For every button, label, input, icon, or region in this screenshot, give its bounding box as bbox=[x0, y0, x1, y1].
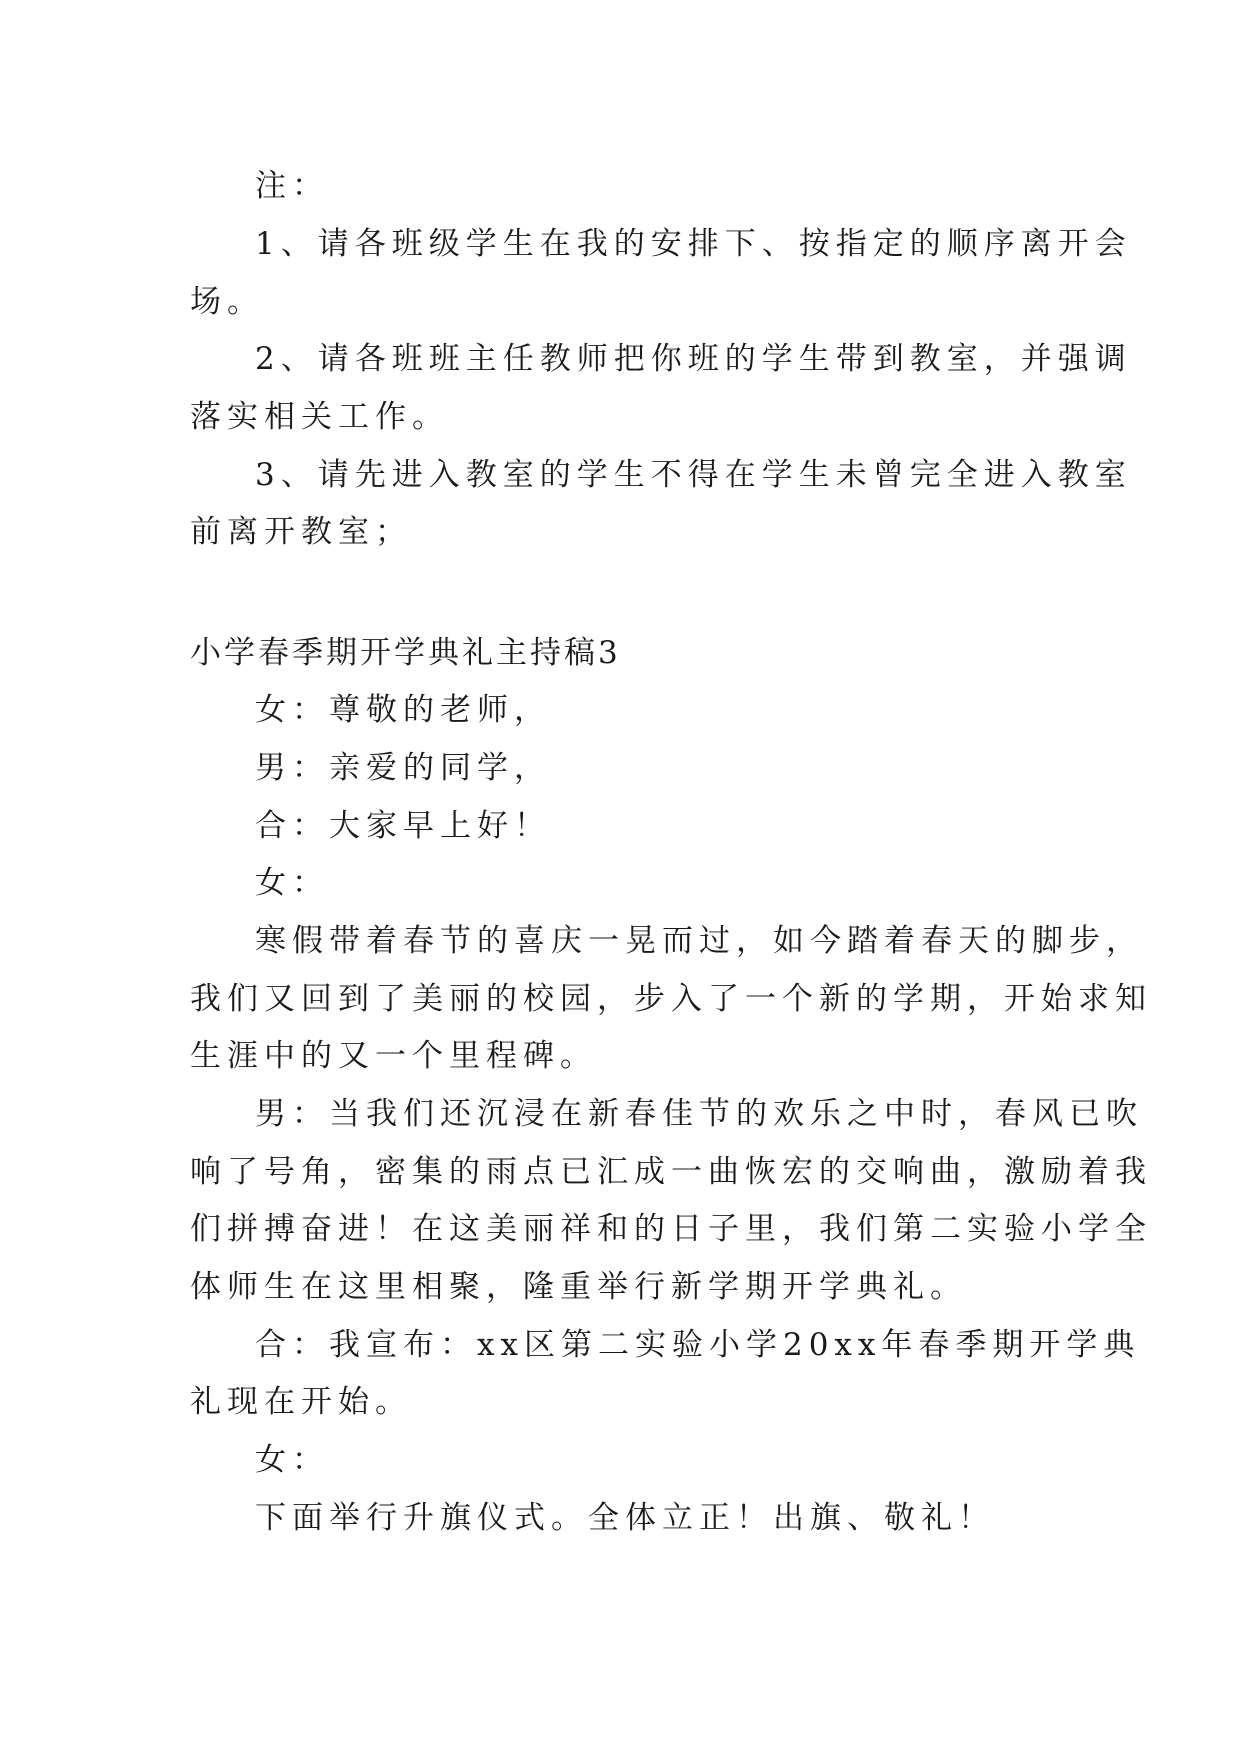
paragraph-line: 我们又回到了美丽的校园，步入了一个新的学期，开始求知 bbox=[190, 981, 1152, 1017]
speaker-line: 女： bbox=[255, 1442, 329, 1478]
paragraph-line: 响了号角，密集的雨点已汇成一曲恢宏的交响曲，激励着我 bbox=[190, 1154, 1152, 1190]
speaker-line: 女：尊敬的老师， bbox=[255, 692, 551, 728]
paragraph-line: 下面举行升旗仪式。全体立正！出旗、敬礼！ bbox=[255, 1500, 995, 1536]
speaker-line: 男：亲爱的同学， bbox=[255, 750, 551, 786]
note-item-1-cont: 场。 bbox=[190, 284, 264, 320]
note-item-3-cont: 前离开教室； bbox=[190, 514, 412, 550]
note-item-2: 2、请各班班主任教师把你班的学生带到教室，并强调 bbox=[255, 341, 1132, 377]
paragraph-line: 体师生在这里相聚，隆重举行新学期开学典礼。 bbox=[190, 1269, 967, 1305]
paragraph-line: 寒假带着春节的喜庆一晃而过，如今踏着春天的脚步， bbox=[255, 923, 1143, 959]
paragraph-line: 男：当我们还沉浸在新春佳节的欢乐之中时，春风已吹 bbox=[255, 1096, 1143, 1132]
paragraph-line: 生涯中的又一个里程碑。 bbox=[190, 1038, 597, 1074]
paragraph-line: 礼现在开始。 bbox=[190, 1384, 412, 1420]
note-item-3: 3、请先进入教室的学生不得在学生未曾完全进入教室 bbox=[255, 457, 1132, 493]
paragraph-line: 合：我宣布：xx区第二实验小学20xx年春季期开学典 bbox=[255, 1327, 1141, 1363]
paragraph-line: 们拼搏奋进！在这美丽祥和的日子里，我们第二实验小学全 bbox=[190, 1211, 1152, 1247]
speaker-line: 合：大家早上好！ bbox=[255, 808, 551, 844]
speaker-line: 女： bbox=[255, 865, 329, 901]
section-title: 小学春季期开学典礼主持稿3 bbox=[190, 635, 621, 671]
note-item-2-cont: 落实相关工作。 bbox=[190, 399, 449, 435]
note-heading: 注： bbox=[255, 168, 329, 204]
note-item-1: 1、请各班级学生在我的安排下、按指定的顺序离开会 bbox=[255, 226, 1132, 262]
